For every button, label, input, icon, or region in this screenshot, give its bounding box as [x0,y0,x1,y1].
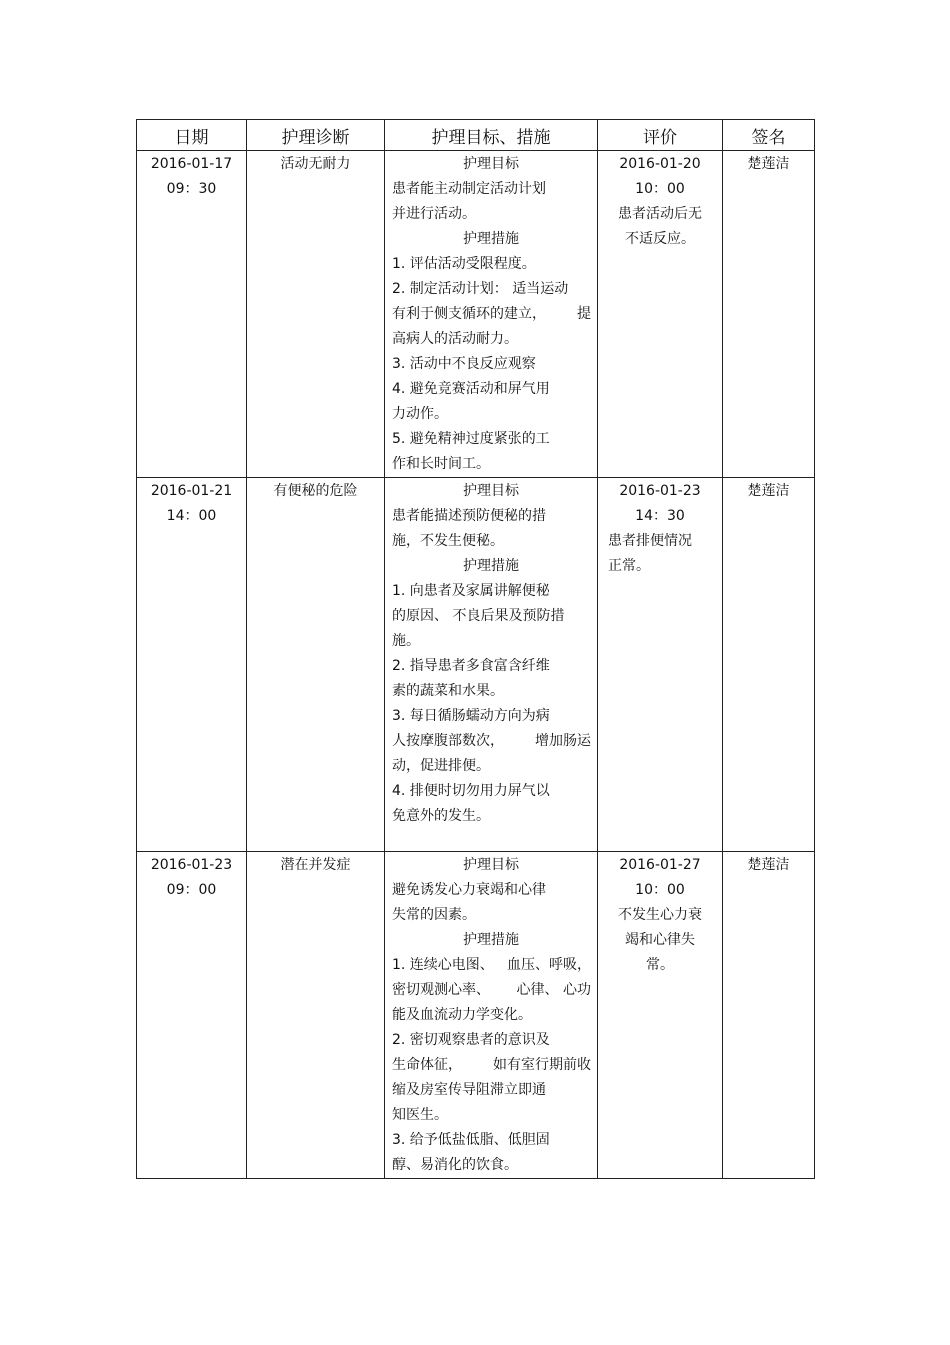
measure-line: 1. 向患者及家属讲解便秘 [392,583,550,599]
measure-line-part: 有利于侧支循环的建立， [392,306,546,322]
eval-line: 患者活动后无 [618,206,702,222]
goals-cell [385,478,598,852]
eval-date: 2016-01-20 [619,156,701,172]
measure-line: 的原因、 不良后果及预防措 [392,608,565,624]
evaluation-cell [598,852,723,1179]
eval-time: 10：00 [635,181,685,197]
measure-line: 4. 排便时切勿用力屏气以 [392,783,550,799]
goal-line: 施，不发生便秘。 [392,533,504,549]
goal-title: 护理目标 [463,156,519,172]
header-signature: 签名 [723,120,815,151]
measure-line: 高病人的活动耐力。 [392,331,518,347]
measure-line [385,729,597,754]
diagnosis-cell [247,151,385,478]
measure-line-part: 提 [577,306,591,322]
signature-cell [723,151,815,478]
eval-line: 不适反应。 [625,231,695,247]
measure-line-part: 如有室行期前收 [493,1057,591,1073]
measure-line: 3. 活动中不良反应观察 [392,356,536,372]
measure-line: 施。 [392,633,420,649]
eval-date: 2016-01-23 [619,483,701,499]
record-time: 14：00 [166,508,217,524]
record-date: 2016-01-21 [150,483,233,499]
goal-line: 患者能描述预防便秘的措 [392,508,546,524]
eval-line: 不发生心力衰 [618,907,702,923]
signature-text: 楚莲洁 [747,156,790,172]
measure-line: 3. 每日循肠蠕动方向为病 [392,708,550,724]
header-goals: 护理目标、措施 [385,120,598,151]
date-cell [137,151,247,478]
measure-title: 护理措施 [463,558,519,574]
measure-line [385,978,597,1003]
measure-line: 2. 密切观察患者的意识及 [392,1032,550,1048]
goals-cell [385,151,598,478]
eval-line: 常。 [646,957,674,973]
measure-line-part: 生命体征， [392,1057,462,1073]
table-row [137,852,815,1179]
goal-title: 护理目标 [463,857,519,873]
measure-title: 护理措施 [463,932,519,948]
measure-line: 2. 制定活动计划： 适当运动 [392,281,569,297]
eval-time: 14：30 [635,508,685,524]
signature-cell [723,478,815,852]
evaluation-cell [598,151,723,478]
measure-line: 醇、易消化的饮食。 [392,1157,518,1173]
eval-time: 10：00 [635,882,685,898]
eval-line: 患者排便情况 [608,533,692,549]
header-date: 日期 [137,120,247,151]
record-date: 2016-01-23 [150,857,233,873]
goals-cell [385,852,598,1179]
nursing-record-table [136,119,815,1179]
diagnosis-text: 潜在并发症 [280,857,351,873]
goal-line: 失常的因素。 [392,907,476,923]
diagnosis-text: 有便秘的危险 [273,483,358,499]
evaluation-cell [598,478,723,852]
goal-title: 护理目标 [463,483,519,499]
signature-text: 楚莲洁 [747,857,790,873]
record-date: 2016-01-17 [150,156,233,172]
measure-line-part: 人按摩腹部数次， [392,733,504,749]
signature-cell [723,852,815,1179]
goal-line: 并进行活动。 [392,206,476,222]
header-row [137,120,815,151]
measure-line [385,953,597,978]
measure-line: 2. 指导患者多食富含纤维 [392,658,550,674]
measure-line-part: 血压、呼吸， [507,957,591,973]
eval-date: 2016-01-27 [619,857,701,873]
measure-line: 5. 避免精神过度紧张的工 [392,431,550,447]
measure-line [385,1053,597,1078]
measure-line: 素的蔬菜和水果。 [392,683,504,699]
measure-line: 力动作。 [392,406,448,422]
diagnosis-text: 活动无耐力 [280,156,351,172]
record-time: 09：00 [166,882,217,898]
header-evaluation: 评价 [598,120,723,151]
measure-line [385,302,597,327]
measure-line: 1. 评估活动受限程度。 [392,256,536,272]
signature-text: 楚莲洁 [747,483,790,499]
measure-line-part: 1. 连续心电图、 [392,957,494,973]
measure-line: 作和长时间工。 [392,456,490,472]
table-row [137,151,815,478]
diagnosis-cell [247,852,385,1179]
date-cell [137,478,247,852]
diagnosis-cell [247,478,385,852]
measure-line: 4. 避免竞赛活动和屏气用 [392,381,550,397]
measure-line: 能及血流动力学变化。 [392,1007,532,1023]
date-cell [137,852,247,1179]
measure-line: 动，促进排便。 [392,758,490,774]
measure-line: 3. 给予低盐低脂、低胆固 [392,1132,550,1148]
record-time: 09：30 [166,181,217,197]
measure-line-part: 心律、 心功 [516,982,591,998]
measure-line: 知医生。 [392,1107,448,1123]
measure-line: 缩及房室传导阻滞立即通 [392,1082,546,1098]
goal-line: 患者能主动制定活动计划 [392,181,546,197]
goal-line: 避免诱发心力衰竭和心律 [392,882,546,898]
measure-title: 护理措施 [463,231,519,247]
eval-line: 正常。 [608,558,650,574]
measure-line: 免意外的发生。 [392,808,490,824]
measure-line-part: 密切观测心率、 [392,982,490,998]
measure-line-part: 增加肠运 [535,733,591,749]
header-diagnosis: 护理诊断 [247,120,385,151]
eval-line: 竭和心律失 [625,932,695,948]
table-row [137,478,815,852]
